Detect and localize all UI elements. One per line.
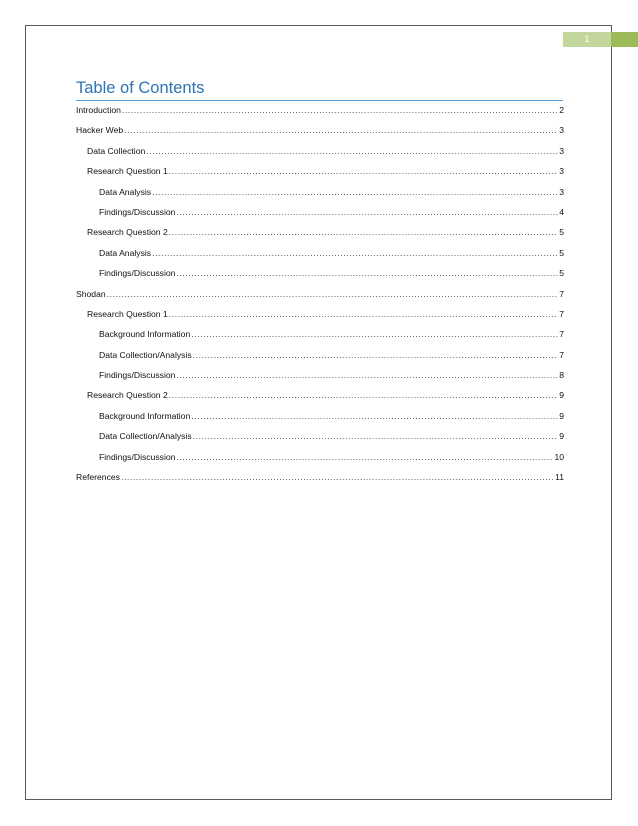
toc-entry-label: Findings/Discussion	[99, 370, 176, 381]
toc-entry[interactable]	[76, 365, 564, 385]
toc-entry-page-number: 5	[559, 268, 564, 279]
toc-entry-label: Findings/Discussion	[99, 206, 176, 217]
toc-entry-label: Introduction	[76, 105, 121, 115]
toc-entry-page-number: 3	[559, 125, 564, 136]
toc-dot-leader	[122, 100, 558, 120]
toc-entry-page-number: 7	[559, 349, 564, 360]
toc-entry[interactable]	[76, 141, 564, 161]
toc-entry[interactable]	[76, 385, 564, 405]
toc-entry[interactable]	[76, 447, 564, 467]
toc-entry-label: Research Question 2	[87, 227, 168, 238]
toc-dot-leader	[169, 161, 558, 181]
toc-dot-leader	[121, 467, 554, 487]
toc-entry[interactable]	[76, 284, 564, 304]
toc-entry-page-number: 2	[559, 105, 564, 115]
toc-dot-leader	[169, 304, 558, 324]
toc-entry-label: Data Collection	[87, 145, 146, 156]
toc-title: Table of Contents	[76, 77, 563, 101]
toc-dot-leader	[169, 385, 558, 405]
toc-entry-page-number: 3	[559, 145, 564, 156]
toc-entry-label: Data Analysis	[99, 186, 152, 197]
toc-entry-label: Shodan	[76, 288, 106, 299]
toc-entry[interactable]	[76, 406, 564, 426]
toc-entry-page-number: 9	[559, 410, 564, 421]
toc-entry-page-number: 7	[559, 329, 564, 340]
toc-entry-page-number: 7	[559, 288, 564, 299]
toc-entry-label: Findings/Discussion	[99, 268, 176, 279]
toc-entry[interactable]	[76, 202, 564, 222]
toc-dot-leader	[193, 426, 559, 446]
toc-entry-label: Data Collection/Analysis	[99, 349, 192, 360]
toc-entry[interactable]	[76, 263, 564, 283]
toc-entry-page-number: 11	[555, 472, 564, 483]
toc-entry-label: References	[76, 472, 120, 483]
toc-entry-label: Data Collection/Analysis	[99, 431, 192, 442]
toc-entry-label: Data Analysis	[99, 247, 152, 258]
toc-dot-leader	[176, 202, 558, 222]
toc-entry[interactable]	[76, 324, 564, 344]
toc-entry-label: Background Information	[99, 329, 191, 340]
toc-entry-label: Research Question 1	[87, 308, 168, 319]
toc-dot-leader	[191, 324, 558, 344]
toc-dot-leader	[193, 345, 559, 365]
toc-entry-page-number: 4	[559, 206, 564, 217]
toc-entry-page-number: 5	[559, 247, 564, 258]
toc-entry-page-number: 9	[559, 431, 564, 442]
toc-entry-page-number: 3	[559, 186, 564, 197]
document-page	[25, 25, 612, 800]
toc-entry[interactable]	[76, 243, 564, 263]
toc-entry-label: Research Question 2	[87, 390, 168, 401]
toc-entry-page-number: 7	[559, 308, 564, 319]
toc-entry[interactable]	[76, 345, 564, 365]
toc-entry[interactable]	[76, 222, 564, 242]
toc-entry[interactable]	[76, 100, 564, 120]
toc-entry-label: Findings/Discussion	[99, 451, 176, 462]
toc-dot-leader	[176, 365, 558, 385]
toc-dot-leader	[107, 284, 559, 304]
toc-dot-leader	[152, 182, 558, 202]
toc-dot-leader	[146, 141, 558, 161]
toc-entry[interactable]	[76, 182, 564, 202]
toc-entry[interactable]	[76, 426, 564, 446]
page-number: 1	[563, 32, 611, 47]
toc-dot-leader	[191, 406, 558, 426]
toc-dot-leader	[176, 263, 558, 283]
toc-dot-leader	[152, 243, 558, 263]
toc-entry-page-number: 3	[559, 166, 564, 177]
toc-dot-leader	[124, 120, 558, 140]
toc-entry[interactable]	[76, 304, 564, 324]
page-number-tab	[563, 32, 638, 47]
toc-entry-label: Hacker Web	[76, 125, 124, 136]
toc-dot-leader	[169, 222, 558, 242]
toc-entry[interactable]	[76, 161, 564, 181]
toc-entry-page-number: 5	[559, 227, 564, 238]
toc-entry-page-number: 10	[554, 451, 564, 462]
toc-dot-leader	[176, 447, 553, 467]
toc-entry[interactable]	[76, 120, 564, 140]
toc-entry[interactable]	[76, 467, 564, 487]
toc-entry-label: Background Information	[99, 410, 191, 421]
toc-entry-page-number: 9	[559, 390, 564, 401]
toc-list	[76, 100, 564, 487]
toc-entry-page-number: 8	[559, 370, 564, 381]
toc-entry-label: Research Question 1	[87, 166, 168, 177]
